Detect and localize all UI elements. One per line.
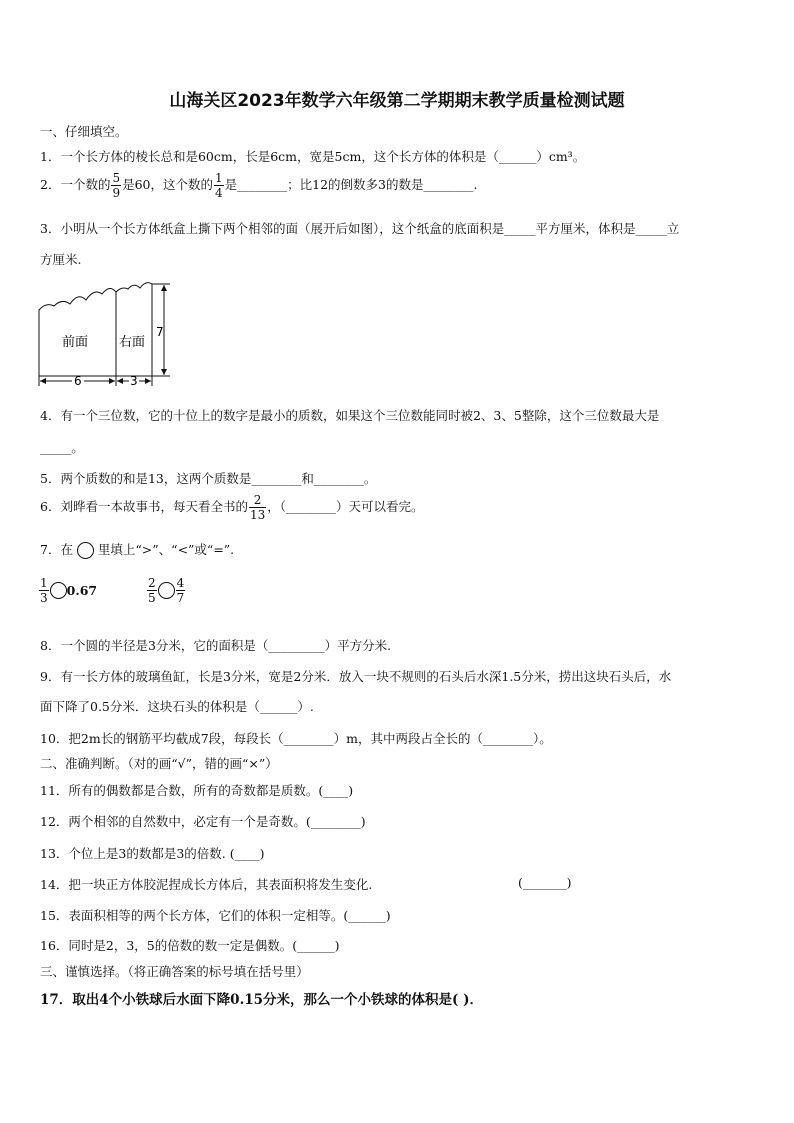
- compare-circle-icon[interactable]: [50, 582, 67, 599]
- frac-num: 1: [40, 576, 48, 590]
- compare-circle-icon: [77, 542, 94, 559]
- question-17: 17．取出4个小铁球后水面下降0.15分米，那么一个小铁球的体积是( )．: [40, 992, 484, 1008]
- frac-num: 5: [112, 171, 121, 185]
- question-8: 8．一个圆的半径是3分米，它的面积是（_________）平方分米.: [40, 638, 392, 653]
- right-width-label: 3: [130, 374, 138, 388]
- question-4-line1: 4．有一个三位数，它的十位上的数字是最小的质数，如果这个三位数能同时被2、3、5整除，这个三位数最大是: [40, 408, 660, 423]
- fraction-1-4: [214, 172, 224, 199]
- question-3-line1: 3．小明从一个长方体纸盒上撕下两个相邻的面（展开后如图），这个纸盒的底面积是_____平方厘米，体积是_____立: [40, 221, 680, 236]
- question-6: [40, 494, 424, 521]
- question-5: 5．两个质数的和是13，这两个质数是________和________。: [40, 471, 377, 486]
- q7-text-a: 7．在: [40, 542, 73, 557]
- q6-text-b: ，（________）天可以看完。: [267, 499, 424, 514]
- arrow-down-icon: [161, 369, 167, 375]
- right-face-label: 右面: [119, 335, 146, 350]
- frac-den: 7: [176, 591, 185, 605]
- frac-den: 9: [112, 186, 121, 200]
- page-title: 山海关区2023年数学六年级第二学期期末教学质量检测试题: [169, 91, 625, 111]
- frac-num: 2: [249, 494, 266, 508]
- question-9-line2: 面下降了0.5分米．这块石头的体积是（______）.: [40, 699, 314, 714]
- front-face: [39, 288, 116, 376]
- question-7: [40, 540, 234, 559]
- q7-text-b: 里填上“>”、“<”或“=”.: [97, 542, 235, 557]
- decimal-value: 0.67: [66, 583, 98, 598]
- frac-den: 5: [148, 591, 156, 605]
- arrow-left-icon: [117, 378, 123, 384]
- question-14: 14．把一块正方体胶泥捏成长方体后，其表面积将发生变化.: [40, 877, 373, 892]
- frac-den: 3: [40, 591, 48, 605]
- fraction-2-5: [147, 577, 157, 604]
- question-13: 13．个位上是3的数都是3的倍数. (____): [40, 846, 265, 861]
- question-1: 1．一个长方体的棱长总和是60cm，长是6cm，宽是5cm，这个长方体的体积是（______）cm³。: [40, 149, 586, 164]
- arrow-right-icon: [145, 378, 151, 384]
- front-width-label: 6: [74, 374, 82, 388]
- fraction-1-3: [39, 577, 49, 604]
- question-9-line1: 9．有一长方体的玻璃鱼缸，长是3分米，宽是2分米．放入一块不规则的石头后水深1.5分米，捞出这块石头后，水: [40, 669, 672, 684]
- question-10: 10．把2m长的钢筋平均截成7段，每段长（________）m，其中两段占全长的（________）。: [40, 731, 552, 746]
- arrow-up-icon: [161, 285, 167, 291]
- frac-num: 4: [176, 576, 185, 590]
- front-face-label: 前面: [62, 335, 89, 350]
- section-heading-fill: 一、仔细填空。: [40, 124, 128, 139]
- height-label: 7: [156, 325, 164, 339]
- q2-text-b: 是60，这个数的: [122, 177, 213, 192]
- q2-text-a: 2．一个数的: [40, 177, 111, 192]
- q2-text-c: 是________；比12的倒数多3的数是________.: [224, 177, 478, 192]
- q7-compare-1: [38, 577, 97, 604]
- question-12: 12．两个相邻的自然数中，必定有一个是奇数。(________): [40, 814, 366, 829]
- q6-text-a: 6．刘晔看一本故事书，每天看全书的: [40, 499, 248, 514]
- question-3-line2: 方厘米.: [40, 252, 82, 267]
- section-heading-choice: 三、谨慎选择。（将正确答案的标号填在括号里）: [40, 964, 309, 979]
- fraction-4-7: [176, 577, 186, 604]
- frac-den: 13: [249, 508, 266, 522]
- frac-den: 4: [215, 186, 223, 200]
- section-heading-judge: 二、准确判断。（对的画“√”，错的画“×”）: [40, 756, 278, 771]
- fraction-5-9: [111, 172, 121, 199]
- question-2: [40, 172, 477, 199]
- arrow-right-icon: [109, 378, 115, 384]
- question-15: 15．表面积相等的两个长方体，它们的体积一定相等。(______): [40, 908, 391, 923]
- right-face: [116, 283, 152, 376]
- compare-circle-icon[interactable]: [158, 582, 175, 599]
- fraction-2-13: [249, 494, 266, 521]
- question-11: 11．所有的偶数都是合数，所有的奇数都是质数。(____): [40, 783, 354, 798]
- q7-compare-2: [146, 577, 186, 604]
- question-14-blank: (_______): [518, 875, 572, 890]
- frac-num: 1: [215, 171, 223, 185]
- torn-box-figure: [34, 280, 174, 388]
- question-4-line2: _____。: [40, 440, 84, 455]
- question-16: 16．同时是2，3，5的倍数的数一定是偶数。(______): [40, 938, 340, 953]
- frac-num: 2: [148, 576, 156, 590]
- arrow-left-icon: [40, 378, 46, 384]
